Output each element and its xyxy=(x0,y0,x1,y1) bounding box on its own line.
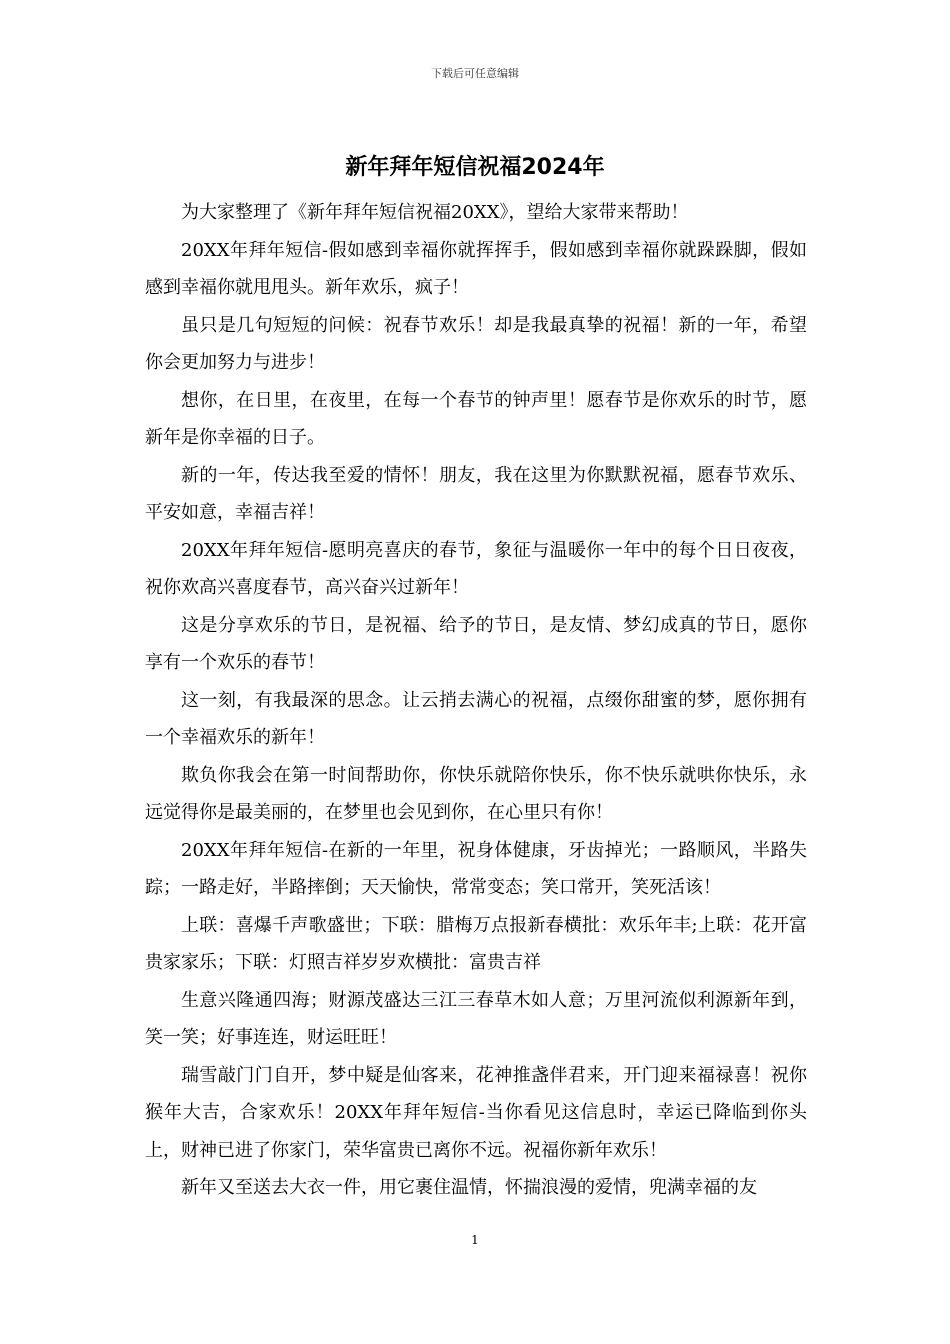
paragraph: 20XX年拜年短信-假如感到幸福你就挥挥手，假如感到幸福你就跺跺脚，假如感到幸福你就甩甩头。新年欢乐，疯子！ xyxy=(145,239,807,298)
paragraph: 新年又至送去大衣一件，用它裹住温情，怀揣浪漫的爱情，兜满幸福的友 xyxy=(181,1177,757,1198)
paragraph: 瑞雪敲门门自开，梦中疑是仙客来，花神推盏伴君来，开门迎来福禄喜！祝你猴年大吉，合家欢乐！20XX年拜年短信-当你看见这信息时，幸运已降临到你头上，财神已进了你家门，荣华富贵已离你不远。祝福你新年欢乐！ xyxy=(145,1064,807,1161)
paragraph: 这一刻，有我最深的思念。让云捎去满心的祝福，点缀你甜蜜的梦，愿你拥有一个幸福欢乐的新年！ xyxy=(145,689,807,748)
document-title: 新年拜年短信祝福2024年 xyxy=(345,155,605,180)
paragraph: 欺负你我会在第一时间帮助你，你快乐就陪你快乐，你不快乐就哄你快乐，永远觉得你是最美丽的，在梦里也会见到你，在心里只有你！ xyxy=(145,764,807,823)
paragraph: 想你，在日里，在夜里，在每一个春节的钟声里！愿春节是你欢乐的时节，愿新年是你幸福的日子。 xyxy=(145,389,807,448)
header-note: 下载后可任意编辑 xyxy=(431,67,519,80)
paragraph: 虽只是几句短短的问候：祝春节欢乐！却是我最真挚的祝福！新的一年，希望你会更加努力与进步！ xyxy=(145,314,807,373)
paragraph: 上联：喜爆千声歌盛世；下联：腊梅万点报新春横批：欢乐年丰;上联：花开富贵家家乐；下联：灯照吉祥岁岁欢横批：富贵吉祥 xyxy=(145,914,807,973)
paragraph: 生意兴隆通四海；财源茂盛达三江三春草木如人意；万里河流似利源新年到，笑一笑；好事连连，财运旺旺！ xyxy=(145,989,807,1048)
paragraph: 20XX年拜年短信-在新的一年里，祝身体健康，牙齿掉光；一路顺风，半路失踪；一路走好，半路摔倒；天天愉快，常常变态；笑口常开，笑死活该！ xyxy=(145,839,807,898)
paragraph: 20XX年拜年短信-愿明亮喜庆的春节，象征与温暖你一年中的每个日日夜夜，祝你欢高兴喜度春节，高兴奋兴过新年！ xyxy=(145,539,807,598)
paragraph: 为大家整理了《新年拜年短信祝福20XX》，望给大家带来帮助！ xyxy=(181,202,689,223)
document-body xyxy=(145,194,807,1207)
paragraph: 新的一年，传达我至爱的情怀！朋友，我在这里为你默默祝福，愿春节欢乐、平安如意，幸福吉祥！ xyxy=(145,464,807,523)
page-number: 1 xyxy=(471,1233,479,1247)
paragraph: 这是分享欢乐的节日，是祝福、给予的节日，是友情、梦幻成真的节日，愿你享有一个欢乐的春节！ xyxy=(145,614,807,673)
